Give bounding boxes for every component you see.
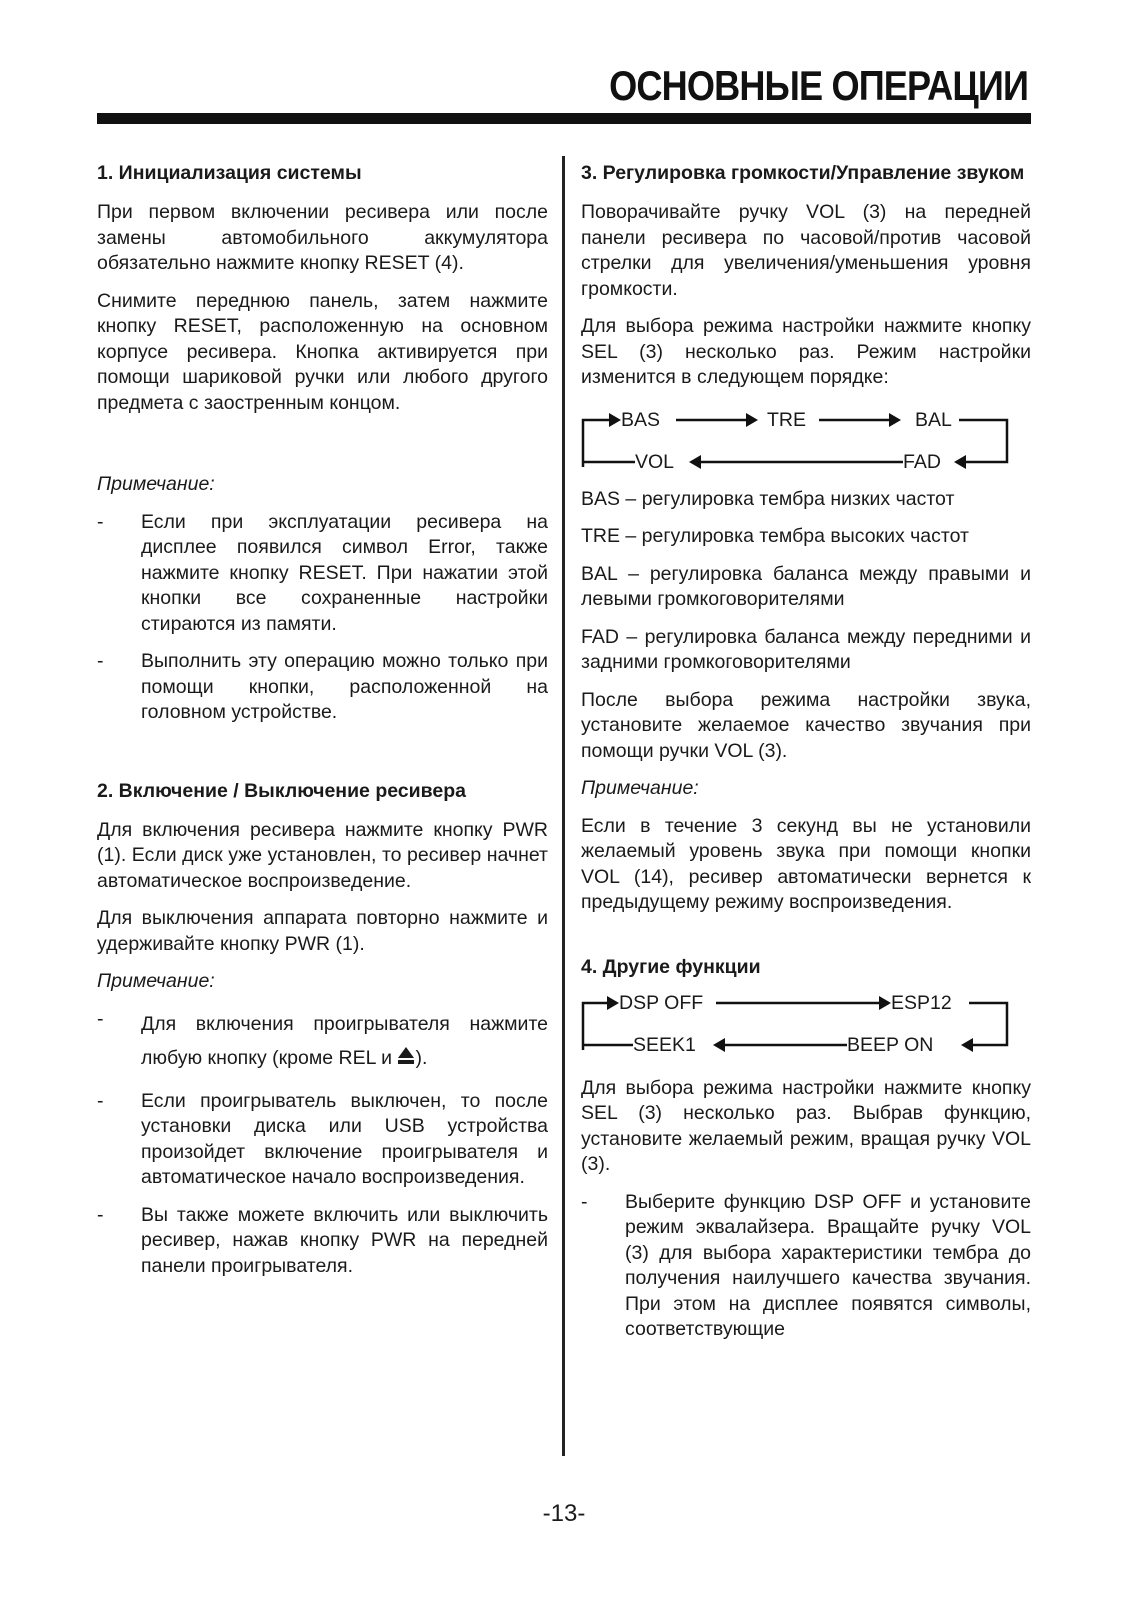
definition-tre: TRE – регулировка тембра высоких частот <box>581 525 969 547</box>
section-2-paragraph-1: Для включения ресивера нажмите кнопку PWR (1). Если диск уже установлен, то ресивер начнет автоматическое воспроизведение. <box>97 818 548 892</box>
flow-label-bal: BAL <box>915 408 952 431</box>
section-1-heading: 1. Инициализация системы <box>97 162 362 184</box>
eject-icon <box>397 1043 415 1077</box>
bullet-text: Выполнить эту операцию можно только при помощи кнопки, расположенной на головном устройстве. <box>141 650 548 723</box>
flow-label-bas: BAS <box>621 408 661 431</box>
section-3-paragraph-2: Для выбора режима настройки нажмите кнопку SEL (3) несколько раз. Режим настройки изменится в следующем порядке: <box>581 315 1031 388</box>
section-2-paragraph-2: Для выключения аппарата повторно нажмите и удерживайте кнопку PWR (1). <box>97 907 548 955</box>
bullet-text: Выберите функцию DSP OFF и установите режим эквалайзера. Вращайте ручку VOL (3) для выбора характеристики тембра до получения наилучшего качества звучания. При этом на дисплее появятся символы, соответствующие <box>625 1190 1031 1340</box>
bullet-dash: - <box>581 1190 588 1213</box>
flow-label-vol: VOL <box>635 450 675 473</box>
flow-label-beep-on: BEEP ON <box>847 1033 934 1056</box>
flow-label-dsp-off: DSP OFF <box>619 991 704 1014</box>
section-1-paragraph-2: Снимите переднюю панель, затем нажмите кнопку RESET, расположенную на основном корпусе ресивера. Кнопка активируется при помощи шариковой ручки или любого другого предмета с заостренным концом. <box>97 289 548 414</box>
section-1-note-label: Примечание: <box>97 473 215 495</box>
functions-cycle-diagram <box>581 986 1031 1058</box>
page-number: -13- <box>542 1500 586 1527</box>
bullet-dash: - <box>97 650 104 672</box>
section-3-note-text: Если в течение 3 секунд вы не установили желаемый уровень звука при помощи кнопки VOL (14), ресивер автоматически вернется к предыдущему режиму воспроизведения. <box>581 814 1031 913</box>
section-2-heading: 2. Включение / Выключение ресивера <box>97 779 466 802</box>
bullet-text: Вы также можете включить или выключить ресивер, нажав кнопку PWR на передней панели проигрывателя. <box>141 1203 548 1277</box>
title-rule <box>97 113 1031 124</box>
bullet-dash: - <box>97 510 104 533</box>
bullet-dash: - <box>97 1203 104 1226</box>
definition-bal: BAL – регулировка баланса между правыми и левыми громкоговорителями <box>581 562 1031 610</box>
list-item <box>581 1190 1031 1343</box>
section-1-paragraph-1: При первом включении ресивера или после замены автомобильного аккумулятора обязательно нажмите кнопку RESET (4). <box>97 201 548 274</box>
flow-label-seek1: SEEK1 <box>633 1033 696 1056</box>
sound-mode-cycle-diagram <box>581 403 1031 475</box>
bullet-text: Если проигрыватель выключен, то после установки диска или USB устройства произойдет включение проигрывателя и автоматическое начало воспроизведения. <box>141 1089 548 1188</box>
column-divider <box>562 156 565 1456</box>
definition-bas: BAS – регулировка тембра низких частот <box>581 487 955 510</box>
section-3-note-label: Примечание: <box>581 777 699 799</box>
section-4-heading: 4. Другие функции <box>581 955 761 978</box>
right-column <box>581 160 1031 1355</box>
list-item <box>97 649 548 726</box>
list-item <box>97 1089 548 1191</box>
bullet-dash: - <box>97 1007 104 1030</box>
section-3-paragraph-1: Поворачивайте ручку VOL (3) на передней панели ресивера по часовой/против часовой стрелки для увеличения/уменьшения уровня громкости. <box>581 201 1031 300</box>
bullet-dash: - <box>97 1089 104 1112</box>
bullet-text: Для включения проигрывателя нажмите любую кнопку (кроме REL и ). <box>141 1007 548 1077</box>
section-2-note-label: Примечание: <box>97 970 215 992</box>
list-item <box>97 1203 548 1280</box>
flow-label-tre: TRE <box>767 408 806 431</box>
section-4-paragraph-1: Для выбора режима настройки нажмите кнопку SEL (3) несколько раз. Выбрав функцию, установите желаемый режим, вращая ручку VOL (3). <box>581 1076 1031 1175</box>
section-3-paragraph-3: После выбора режима настройки звука, установите желаемое качество звучания при помощи ручки VOL (3). <box>581 688 1031 762</box>
definition-fad: FAD – регулировка баланса между передними и задними громкоговорителями <box>581 625 1031 673</box>
page-title: ОСНОВНЫЕ ОПЕРАЦИИ <box>609 62 1028 109</box>
list-item <box>97 1007 548 1077</box>
section-3-heading: 3. Регулировка громкости/Управление звуком <box>581 162 1025 184</box>
flow-label-fad: FAD <box>903 450 941 473</box>
bullet-text: Если при эксплуатации ресивера на дисплее появился символ Error, также нажмите кнопку RESET. При нажатии этой кнопки все сохраненные настройки стираются из памяти. <box>141 510 548 635</box>
list-item <box>97 510 548 638</box>
flow-label-esp12: ESP12 <box>891 991 952 1014</box>
left-column <box>97 160 548 1291</box>
